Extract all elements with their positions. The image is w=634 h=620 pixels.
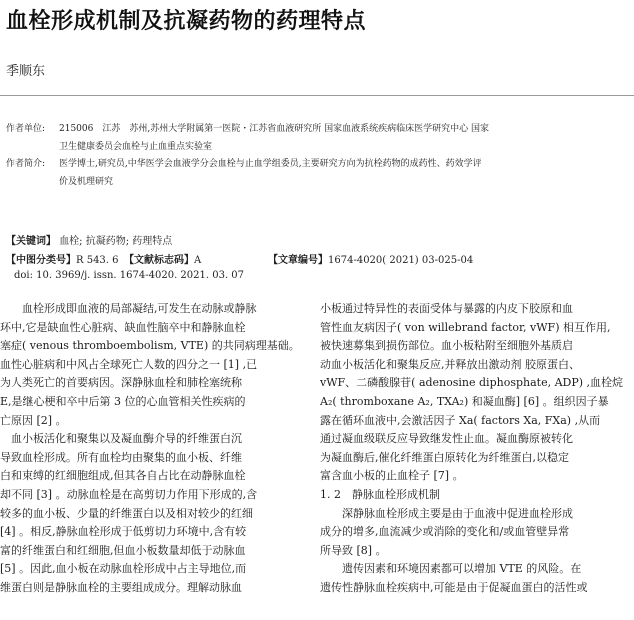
body-line: 为凝血酶后,催化纤维蛋白原转化为纤维蛋白,以稳定 <box>320 450 569 464</box>
classification-line <box>6 251 119 266</box>
body-line: 血栓形成即血液的局部凝结,可发生在动脉或静脉 <box>0 302 257 315</box>
body-line: A₂( thromboxane A₂, TXA₂) 和凝血酶] [6] 。组织因子暴 <box>320 394 609 408</box>
body-line: 遗传因素和环境因素都可以增加 VTE 的风险。在 <box>320 562 582 576</box>
body-line: vWF、二磷酸腺苷( adenosine diphosphate, ADP) ,血栓烷 <box>320 376 624 390</box>
author-unit-block <box>0 120 634 160</box>
author-bio-line: 价及机理研究 <box>59 177 114 187</box>
body-line: 血小板活化和聚集以及凝血酶介导的纤维蛋白沉 <box>0 432 242 446</box>
body-line: 亡原因 [2] 。 <box>0 413 67 427</box>
clc-value: R 543. 6 <box>76 255 119 266</box>
author-unit-text <box>59 120 567 156</box>
doc-code-line <box>124 251 201 266</box>
body-line: 塞症( venous thromboembolism, VTE) 的共同病理基础。 <box>0 339 300 353</box>
body-line: 却不同 [3] 。动脉血栓是在高剪切力作用下形成的,含 <box>0 487 258 501</box>
body-line: 通过凝血级联反应导致继发性止血。凝血酶原被转化 <box>320 432 573 446</box>
body-line: 被快速募集到损伤部位。血小板粘附至细胞外基质启 <box>320 339 573 353</box>
body-line: 成分的增多,血流减少或消除的变化和/或血管壁异常 <box>320 525 570 539</box>
article-id-label: 【文章编号】 <box>268 255 328 266</box>
body-line: 深静脉血栓形成主要是由于血液中促进血栓形成 <box>320 506 573 520</box>
body-line: 为人类死亡的首要病因。深静脉血栓和肺栓塞统称 <box>0 376 242 390</box>
header-divider <box>0 95 634 96</box>
author-name: 季顺东 <box>6 64 46 79</box>
body-line: 小板通过特异性的表面受体与暴露的内皮下胶原和血 <box>320 302 573 315</box>
body-line: 管性血友病因子( von willebrand factor, vWF) 相互作用, <box>320 320 611 334</box>
body-line: 动血小板活化和聚集反应,并释放出激动剂 胶原蛋白、 <box>320 357 580 371</box>
author-bio-label: 作者简介: <box>6 159 46 169</box>
author-bio-line: 医学博士,研究员,中华医学会血液学分会血栓与止血学组委员,主要研究方向为抗栓药物的成药性、药效学评 <box>59 159 482 169</box>
keywords-label: 【关键词】 <box>6 236 56 247</box>
body-line: 所导致 [8] 。 <box>320 543 387 557</box>
body-line: 导致血栓形成。所有血栓均由聚集的血小板、纤维 <box>0 450 242 464</box>
section-heading: 1. 2 静脉血栓形成机制 <box>320 487 440 501</box>
doc-code-label: 【文献标志码】 <box>124 255 194 266</box>
body-left-column <box>0 300 300 598</box>
author-unit-line: 215006 江苏 苏州,苏州大学附属第一医院・江苏省血液研究所 国家血液系统疾病临床医学研究中心 国家 <box>59 124 489 134</box>
body-line: 露在循环血液中,会激活因子 Xa( factors Xa, FXa) ,从而 <box>320 413 601 427</box>
body-line: [4] 。相反,静脉血栓形成于低剪切力环境中,含有较 <box>0 525 247 539</box>
body-line: 白和束缚的红细胞组成,但其各自占比在动静脉血栓 <box>0 469 246 483</box>
author-unit-line: 卫生健康委员会血栓与止血重点实验室 <box>59 142 213 152</box>
doc-code-value: A <box>194 255 202 266</box>
body-line: 环中,它是缺血性心脏病、缺血性脑卒中和静脉血栓 <box>0 320 246 334</box>
body-line: [5] 。因此,血小板在动脉血栓形成中占主导地位,而 <box>0 562 247 576</box>
body-line: E,是继心梗和卒中后第 3 位的心血管相关性疾病的 <box>0 394 246 408</box>
clc-label: 【中图分类号】 <box>6 255 76 266</box>
body-line: 富含血小板的止血栓子 [7] 。 <box>320 469 464 483</box>
keywords-text: 血栓; 抗凝药物; 药理特点 <box>59 236 173 247</box>
body-line: 富的纤维蛋白和红细胞,但血小板数量却低于动脉血 <box>0 543 246 557</box>
article-title: 血栓形成机制及抗凝药物的药理特点 <box>6 8 367 34</box>
body-line: 维蛋白则是静脉血栓的主要组成成分。理解动脉血 <box>0 580 242 594</box>
article-id-line <box>268 251 473 266</box>
body-line: 遗传性静脉血栓疾病中,可能是由于促凝血蛋白的活性或 <box>320 580 588 594</box>
author-bio-block <box>0 155 634 195</box>
author-bio-text <box>59 155 567 191</box>
doi-line: doi: 10. 3969/j. issn. 1674-4020. 2021. 03. 07 <box>14 270 245 281</box>
body-line: 较多的血小板、少量的纤维蛋白以及相对较少的红细 <box>0 506 253 520</box>
author-unit-label: 作者单位: <box>6 124 46 134</box>
body-right-column <box>320 300 634 598</box>
body-line: 血性心脏病和中风占全球死亡人数的四分之一 [1] ,已 <box>0 357 258 371</box>
article-id-value: 1674-4020( 2021) 03-025-04 <box>328 255 474 266</box>
keywords-line <box>6 232 172 247</box>
